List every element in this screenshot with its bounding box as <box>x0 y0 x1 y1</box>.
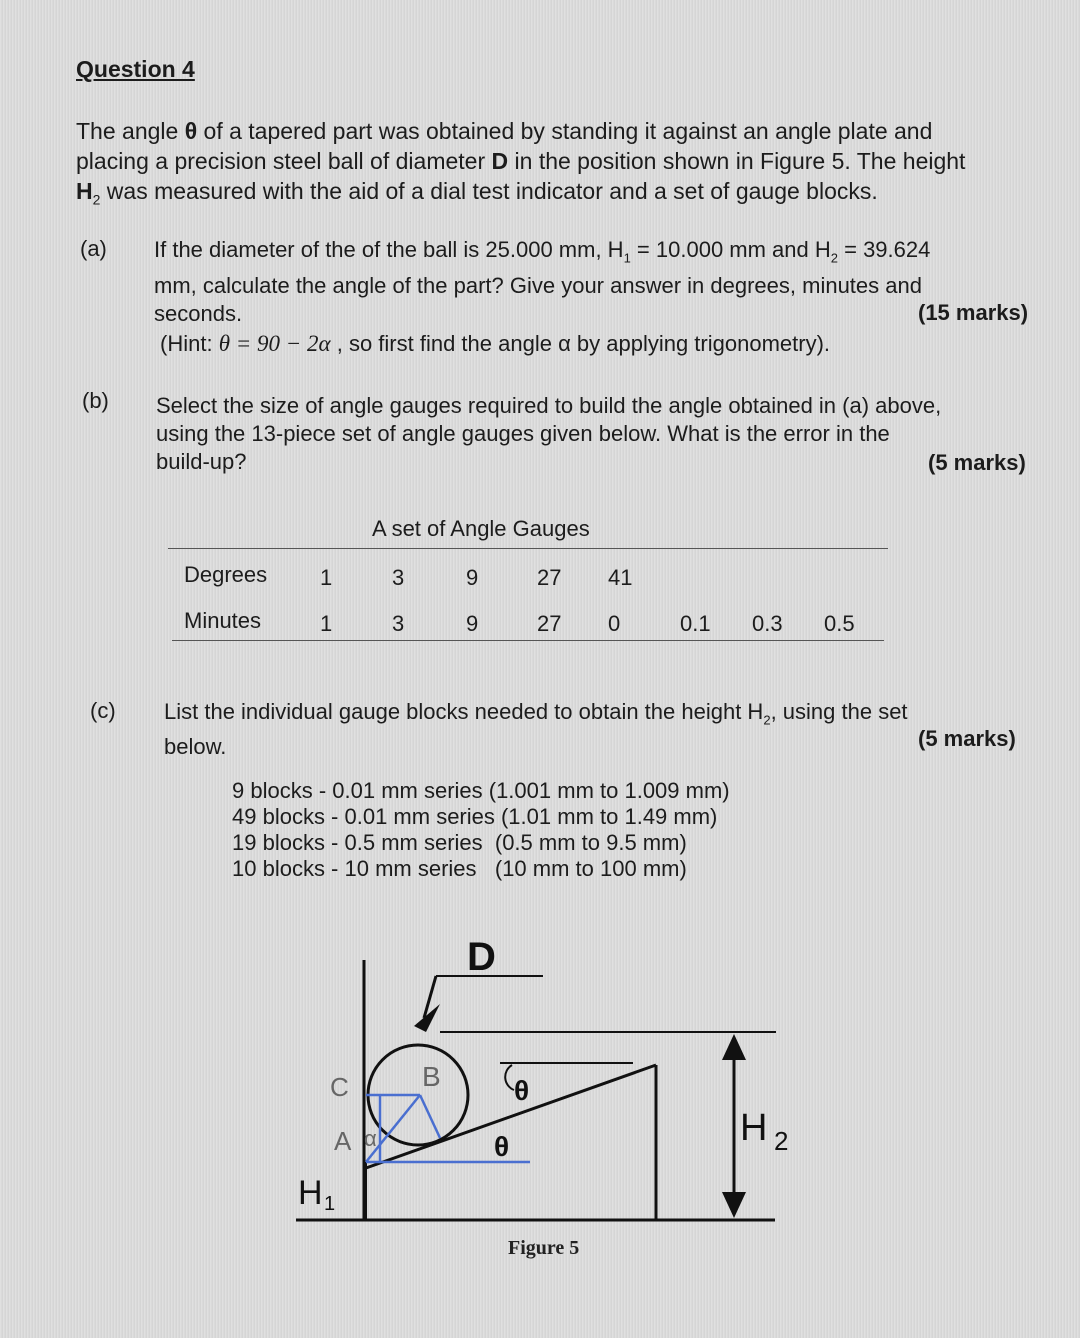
part-c-label: (c) <box>90 698 116 723</box>
label-alpha: α <box>364 1126 377 1151</box>
part-c-line: List the individual gauge blocks needed to obtain the height H <box>164 699 764 724</box>
minutes-cell: 27 <box>537 611 562 636</box>
label-h1: H <box>298 1174 323 1212</box>
label-h1-sub: 1 <box>324 1193 336 1215</box>
gauge-block-item: 49 blocks - 0.01 mm series (1.01 mm to 1.49 mm) <box>232 804 718 829</box>
subscript: 2 <box>830 250 838 266</box>
label-theta: θ <box>514 1075 530 1106</box>
degrees-cell: 9 <box>466 565 479 590</box>
h2-arrow-top <box>722 1034 746 1060</box>
label-h2-sub: 2 <box>774 1126 789 1156</box>
hint-formula: θ = 90 − 2α <box>218 331 331 356</box>
question-title: Question 4 <box>76 56 195 82</box>
label-h2: H <box>740 1107 768 1149</box>
minutes-row-label: Minutes <box>184 608 262 633</box>
part-c-line: , using the set <box>770 699 908 724</box>
minutes-cell: 3 <box>392 611 405 636</box>
part-a-line: If the diameter of the of the ball is 25.000 mm, H <box>154 237 624 262</box>
part-a-label: (a) <box>80 236 107 261</box>
minutes-cell: 9 <box>466 611 479 636</box>
intro-text: placing a precision steel ball of diameter <box>76 148 492 174</box>
gauge-block-item: 19 blocks - 0.5 mm series (0.5 mm to 9.5 mm) <box>232 830 687 855</box>
minutes-cell: 1 <box>320 611 333 636</box>
degrees-cell: 41 <box>608 565 633 590</box>
part-b-line: build-up? <box>156 449 247 474</box>
label-d: D <box>467 935 496 979</box>
part-b-marks: (5 marks) <box>928 450 1026 475</box>
part-b-line: Select the size of angle gauges required to build the angle obtained in (a) above, <box>156 393 942 418</box>
label-c: C <box>330 1072 349 1102</box>
radius-to-taper <box>420 1095 440 1138</box>
tapered-surface <box>366 1065 656 1168</box>
theta-symbol: θ <box>184 118 198 144</box>
part-c-line: below. <box>164 734 227 760</box>
degrees-cell: 27 <box>537 565 562 590</box>
h2-arrow-bottom <box>722 1192 746 1218</box>
minutes-cell: 0.5 <box>824 611 855 636</box>
degrees-cell: 1 <box>320 565 333 590</box>
intro-text: in the position shown in Figure 5. The height <box>508 148 966 174</box>
subscript: 1 <box>623 250 631 266</box>
hint-text: (Hint: <box>160 331 219 356</box>
h2-symbol: H <box>76 178 93 204</box>
part-a-marks: (15 marks) <box>918 300 1029 325</box>
intro-text: was measured with the aid of a dial test indicator and a set of gauge blocks. <box>100 178 878 204</box>
angle-gauges-title: A set of Angle Gauges <box>372 516 590 541</box>
gauge-block-item: 10 blocks - 10 mm series (10 mm to 100 mm) <box>232 856 687 881</box>
part-a-line: = 10.000 mm and H <box>630 237 831 262</box>
intro-text: The angle <box>76 118 185 144</box>
part-a-line: = 39.624 <box>838 237 931 262</box>
degrees-cell: 3 <box>392 565 405 590</box>
label-theta-2: θ <box>494 1131 510 1162</box>
minutes-cell: 0 <box>608 611 621 636</box>
hint-text: , so first find the angle α by applying trigonometry). <box>330 331 831 356</box>
h2-subscript: 2 <box>92 191 101 208</box>
gauge-block-item: 9 blocks - 0.01 mm series (1.001 mm to 1.009 mm) <box>232 778 730 803</box>
part-c-marks: (5 marks) <box>918 726 1016 751</box>
part-b-line: using the 13-piece set of angle gauges given below. What is the error in the <box>156 421 890 446</box>
part-b-label: (b) <box>82 388 109 413</box>
diameter-symbol: D <box>491 148 509 174</box>
intro-text: of a tapered part was obtained by standing it against an angle plate and <box>197 118 933 144</box>
figure-caption: Figure 5 <box>508 1237 580 1259</box>
degrees-row-label: Degrees <box>184 562 268 587</box>
subscript: 2 <box>763 712 771 728</box>
part-a-line: mm, calculate the angle of the part? Give your answer in degrees, minutes and <box>154 273 922 299</box>
theta-arc <box>505 1065 514 1090</box>
label-a: A <box>334 1126 352 1156</box>
label-b: B <box>422 1061 441 1092</box>
part-a-line: seconds. <box>154 301 243 327</box>
minutes-cell: 0.1 <box>680 611 711 636</box>
minutes-cell: 0.3 <box>752 611 783 636</box>
